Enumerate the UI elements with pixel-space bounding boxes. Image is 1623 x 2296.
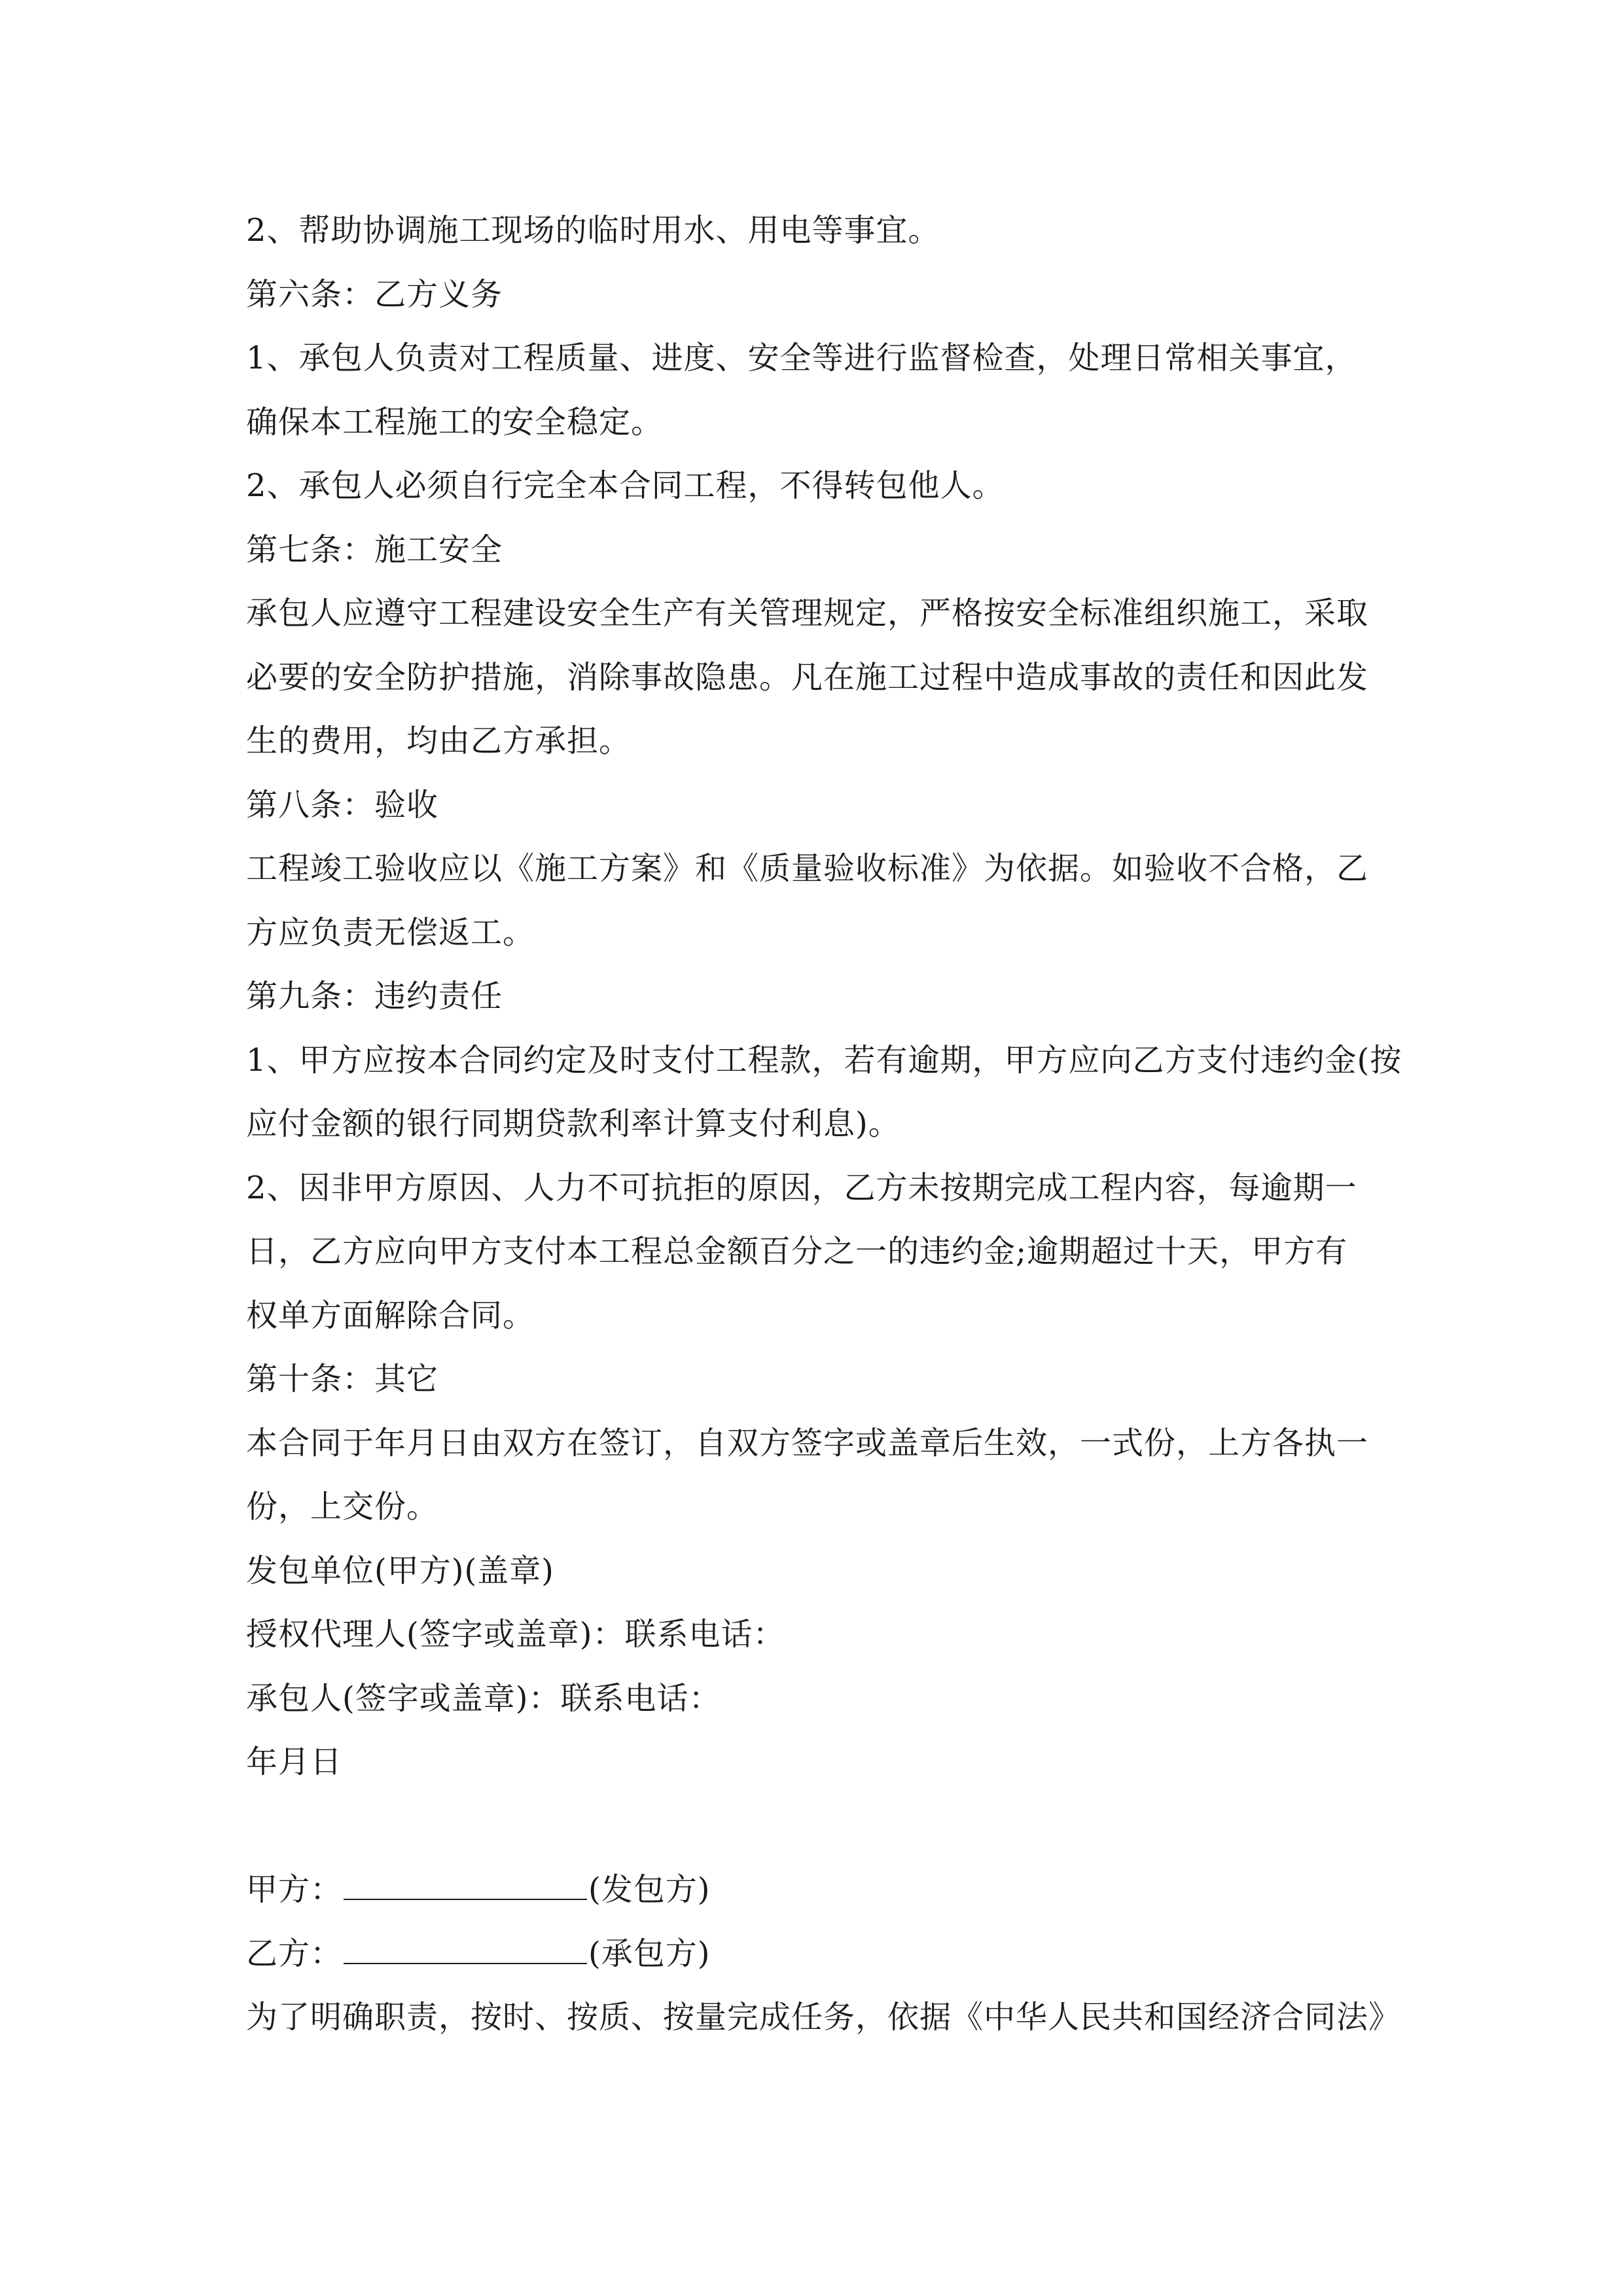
paragraph-line: 1、承包人负责对工程质量、进度、安全等进行监督检查，处理日常相关事宜， [246,340,1357,376]
paragraph-line: 2、帮助协调施工现场的临时用水、用电等事宜。 [246,212,940,249]
date-line: 年月日 [246,1744,343,1780]
party-a-role: (发包方) [588,1871,711,1908]
party-a-label: 甲方： [246,1871,343,1908]
article-heading: 第六条：乙方义务 [246,276,503,313]
paragraph-line: 日，乙方应向甲方支付本工程总金额百分之一的违约金;逾期超过十天，甲方有 [246,1233,1348,1270]
paragraph-line: 生的费用，均由乙方承担。 [246,723,632,759]
document-body [246,199,1402,2050]
party-b-role: (承包方) [588,1935,711,1972]
article-heading: 第九条：违约责任 [246,978,503,1014]
paragraph-line: 为了明确职责，按时、按质、按量完成任务，依据《中华人民共和国经济合同法》 [246,1999,1401,2036]
party-b-name-field[interactable] [344,1931,587,1964]
article-heading: 第八条：验收 [246,786,439,823]
paragraph-line: 必要的安全防护措施，消除事故隐患。凡在施工过程中造成事故的责任和因此发 [246,658,1369,696]
signature-line: 授权代理人(签字或盖章)：联系电话： [246,1616,785,1653]
party-a-name-field[interactable] [344,1867,587,1900]
signature-line: 发包单位(甲方)(盖章) [246,1552,554,1589]
signature-line: 承包人(签字或盖章)：联系电话： [246,1679,721,1717]
paragraph-line: 方应负责无偿返工。 [246,914,535,951]
paragraph-line: 承包人应遵守工程建设安全生产有关管理规定，严格按安全标准组织施工，采取 [246,595,1369,632]
paragraph-line: 2、因非甲方原因、人力不可抗拒的原因，乙方未按期完成工程内容，每逾期一 [246,1169,1357,1206]
paragraph-line: 2、承包人必须自行完全本合同工程，不得转包他人。 [246,467,1005,504]
paragraph-line: 确保本工程施工的安全稳定。 [246,403,664,440]
article-heading: 第十条：其它 [246,1361,439,1397]
paragraph-line: 工程竣工验收应以《施工方案》和《质量验收标准》为依据。如验收不合格，乙 [246,850,1369,887]
party-b-line [246,1922,1385,1986]
paragraph-line: 1、甲方应按本合同约定及时支付工程款，若有逾期，甲方应向乙方支付违约金(按 [246,1041,1402,1079]
paragraph-line: 权单方面解除合同。 [246,1297,535,1334]
article-heading: 第七条：施工安全 [246,531,503,568]
blank-spacer [246,1795,1385,1859]
paragraph-line: 份，上交份。 [246,1488,439,1525]
party-b-label: 乙方： [246,1935,343,1972]
party-a-line [246,1858,1385,1922]
paragraph-line: 应付金额的银行同期贷款利率计算支付利息)。 [246,1105,901,1142]
paragraph-line: 本合同于年月日由双方在签订，自双方签字或盖章后生效，一式份，上方各执一 [246,1424,1369,1462]
